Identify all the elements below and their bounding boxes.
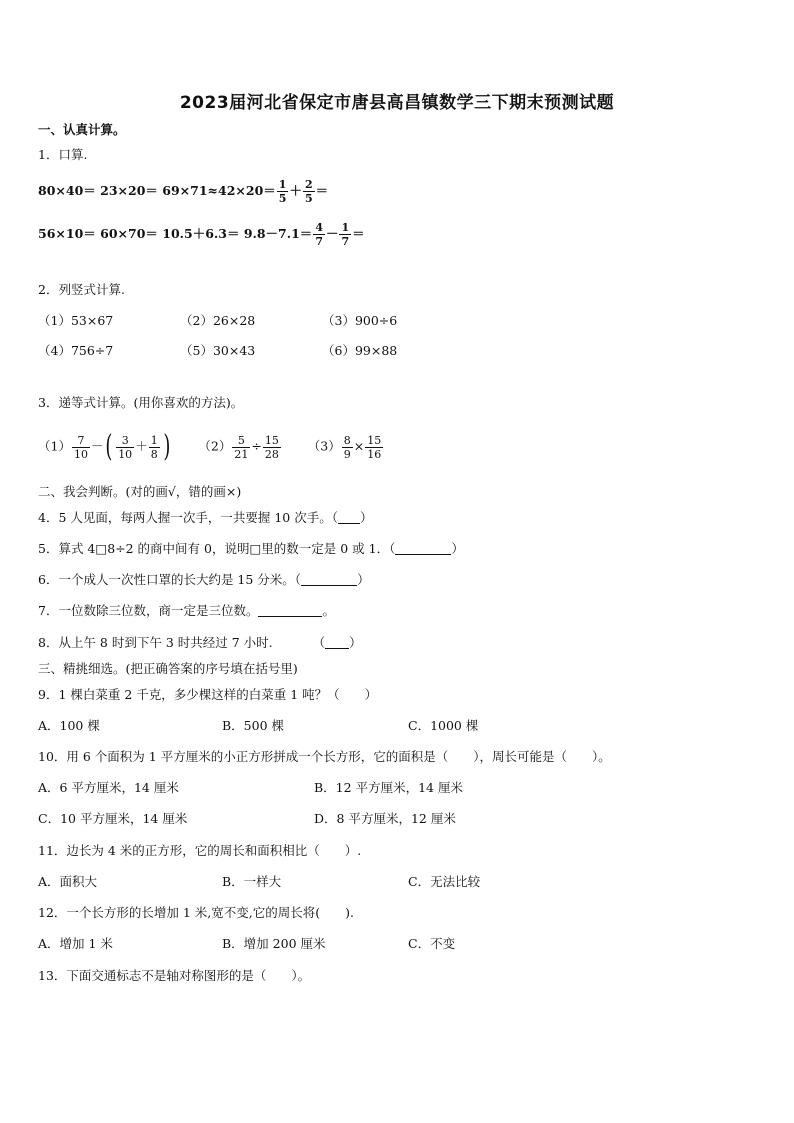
q10-option-c[interactable]: C．10 平方厘米，14 厘米 — [38, 811, 188, 826]
section-3-heading: 三、精挑细选。(把正确答案的序号填在括号里) — [38, 661, 298, 676]
q4-text: 4．5 人见面，每两人握一次手，一共要握 10 次手。（ — [38, 510, 338, 525]
q9-option-b[interactable]: B．500 棵 — [222, 718, 285, 733]
right-paren: ) — [163, 429, 171, 464]
q11-option-a[interactable]: A．面积大 — [38, 874, 98, 889]
q3-e2-no: （2） — [198, 438, 232, 454]
q5-text: 5．算式 4□8÷2 的商中间有 0，说明□里的数一定是 0 或 1．（ — [38, 541, 396, 556]
q2-label: 2．列竖式计算. — [38, 282, 125, 297]
q10-option-d[interactable]: D．8 平方厘米，12 厘米 — [314, 811, 456, 826]
q6-text: 6．一个成人一次性口罩的长大约是 15 分米。（ — [38, 572, 302, 587]
q8-text: 8．从上午 8 时到下午 3 时共经过 7 小时. — [38, 635, 273, 650]
q10-text: 10．用 6 个面积为 1 平方厘米的小正方形拼成一个长方形，它的面积是（ ），周长可能是（ ）。 — [38, 749, 611, 764]
q1-row-1 — [38, 178, 328, 205]
q6-close-paren: ） — [357, 572, 370, 587]
q12-option-a[interactable]: A．增加 1 米 — [38, 936, 113, 951]
q1-r2-a: 56×10＝ — [38, 226, 96, 241]
operator: ＋ — [135, 438, 148, 454]
q1-r2-b: 60×70＝ — [100, 226, 158, 241]
q4-close-paren: ） — [359, 510, 373, 525]
answer-blank[interactable] — [325, 635, 349, 649]
left-paren: ( — [105, 429, 113, 464]
q2-item-4: （4）756÷7 — [38, 343, 114, 358]
operator: － — [90, 438, 104, 454]
q13-text: 13．下面交通标志不是轴对称图形的是（ ）。 — [38, 968, 311, 983]
q9-option-c[interactable]: C．1000 棵 — [408, 718, 479, 733]
operator: ＋ — [289, 183, 302, 198]
fraction: $\frac{7}{10}$ — [73, 433, 88, 461]
q1-r1-b: 23×20＝ — [100, 183, 158, 198]
q9-option-a[interactable]: A．100 棵 — [38, 718, 100, 733]
q10-option-a[interactable]: A．6 平方厘米，14 厘米 — [38, 780, 179, 795]
fraction: $\frac{15}{28}$ — [264, 433, 279, 461]
q11-option-c[interactable]: C．无法比较 — [408, 874, 481, 889]
q1-row-2 — [38, 221, 365, 248]
q8-open-paren: （ — [312, 635, 326, 650]
q1-label: 1．口算. — [38, 147, 88, 162]
q7-period: 。 — [322, 603, 335, 618]
section-1-heading: 一、认真计算。 — [38, 122, 126, 137]
q12-text: 12．一个长方形的长增加 1 米,宽不变,它的周长将( ). — [38, 905, 354, 920]
q11-option-b[interactable]: B．一样大 — [222, 874, 282, 889]
fraction: $\frac{1}{5}$ — [278, 178, 287, 205]
q7-text: 7．一位数除三位数，商一定是三位数。 — [38, 603, 259, 618]
q2-item-1: （1）53×67 — [38, 313, 114, 328]
fraction: $\frac{1}{8}$ — [150, 433, 158, 461]
q3-expressions — [38, 429, 384, 464]
q5-close-paren: ） — [451, 541, 464, 556]
q5 — [38, 540, 464, 558]
q4 — [38, 509, 373, 527]
q2-item-6: （6）99×88 — [322, 343, 398, 358]
operator: － — [325, 226, 339, 241]
answer-blank[interactable] — [395, 541, 451, 555]
q2-item-2: （2）26×28 — [180, 313, 256, 328]
q11-text: 11．边长为 4 米的正方形，它的周长和面积相比（ ）. — [38, 843, 362, 858]
q10-option-b[interactable]: B．12 平方厘米，14 厘米 — [314, 780, 463, 795]
operator: × — [353, 438, 365, 454]
q1-r1-d: 42×20＝ — [218, 183, 276, 198]
fraction: $\frac{2}{5}$ — [304, 178, 313, 205]
fraction: $\frac{15}{16}$ — [367, 433, 382, 461]
q3-label: 3．递等式计算。(用你喜欢的方法)。 — [38, 395, 244, 410]
q7 — [38, 602, 335, 620]
answer-blank[interactable] — [301, 572, 357, 586]
fraction: $\frac{4}{7}$ — [315, 221, 323, 248]
page-title: 2023届河北省保定市唐县高昌镇数学三下期末预测试题 — [179, 93, 615, 113]
q12-option-c[interactable]: C．不变 — [408, 936, 456, 951]
fraction: $\frac{1}{7}$ — [341, 221, 350, 248]
answer-blank[interactable] — [258, 603, 322, 617]
q1-r2-d: 9.8－7.1＝ — [243, 226, 313, 241]
fraction: $\frac{3}{10}$ — [118, 433, 133, 461]
q3-e1-no: （1） — [38, 438, 71, 454]
equals: ＝ — [352, 226, 365, 241]
section-2-heading: 二、我会判断。(对的画√，错的画×) — [38, 484, 242, 499]
answer-blank[interactable] — [338, 510, 360, 524]
q2-item-3: （3）900÷6 — [322, 313, 398, 328]
q8 — [38, 634, 362, 652]
equals: ＝ — [315, 183, 329, 198]
q8-close-paren: ） — [349, 635, 362, 650]
q3-e3-no: （3） — [307, 438, 341, 454]
q12-option-b[interactable]: B．增加 200 厘米 — [222, 936, 326, 951]
q1-r2-c: 10.5＋6.3＝ — [162, 226, 240, 241]
q6 — [38, 571, 370, 589]
q1-r1-c: 69×71≈ — [162, 183, 218, 198]
q2-item-5: （5）30×43 — [180, 343, 256, 358]
fraction: $\frac{5}{21}$ — [234, 433, 249, 461]
operator: ÷ — [251, 438, 262, 454]
q1-r1-a: 80×40＝ — [38, 183, 96, 198]
q9-text: 9．1 棵白菜重 2 千克，多少棵这样的白菜重 1 吨？（ ） — [38, 687, 378, 702]
fraction: $\frac{8}{9}$ — [343, 433, 351, 461]
